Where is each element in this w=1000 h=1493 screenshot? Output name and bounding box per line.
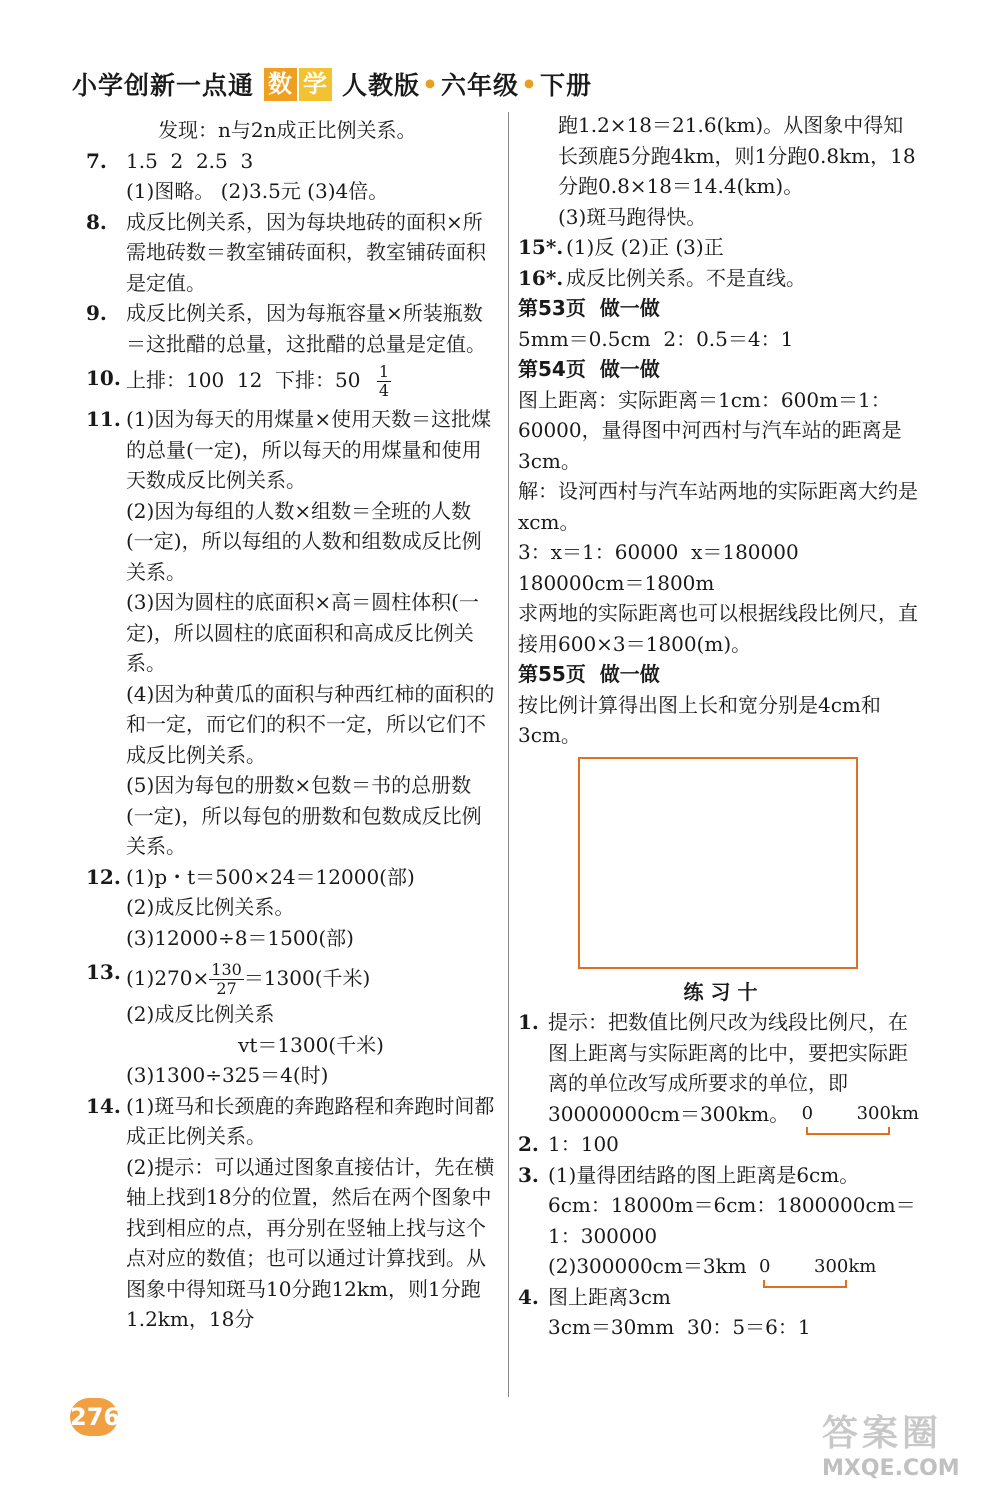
q11-part-3: (3)因为圆柱的底面积×高＝圆柱体积(一定)，所以圆柱的底面积和高成反比例关系。 [126,590,479,675]
e3-ratio: 1：300000 [548,1223,658,1248]
p54-equation: 3：x＝1：60000 x＝180000 [518,540,799,564]
q7-answer-2: (1)图略。 (2)3.5元 (3)4倍。 [126,179,389,203]
q14-part-3: (3)斑马跑得快。 [558,204,707,229]
q8-answer: 成反比例关系，因为每块地砖的面积×所需地砖数＝教室铺砖面积，教室铺砖面积是定值。 [126,209,486,295]
q14-continued: 跑1.2×18＝21.6(km)。从图象中得知长颈鹿5分跑4km，则1分跑0.8km，18分跑0.8×18＝14.4(km)。 [558,113,916,198]
q10-answer: 上排：100 12 下排：50 [126,368,361,392]
fraction: $\frac{1}{4}$ [378,362,390,400]
column-divider [508,112,509,1397]
q14-part-2: (2)提示：可以通过图象直接估计，先在横轴上找到18分的位置，然后在两个图象中找到相应的点，再分别在竖轴上找与这个点对应的数值；也可以通过计算找到。从图象中得知斑马10分跑12km，则1分跑1.2km，18分 [126,1154,495,1331]
subject-char-2: 学 [299,68,332,101]
q7-answer-1: 1.5 2 2.5 3 [126,148,254,173]
section-title-p53: 第53页 做一做 [518,296,660,320]
q11-part-1: (1)因为每天的用煤量×使用天数＝这批煤的总量(一定)，所以每天的用煤量和使用天数成反比例关系。 [126,407,492,492]
p55-answer: 按比例计算得出图上长和宽分别是4cm和3cm。 [518,692,881,747]
q12-part-3: (3)12000÷8＝1500(部) [126,925,354,950]
volume: 下册 [540,71,593,100]
e4-part-1: 图上距离3cm [548,1284,671,1309]
p54-result: 180000cm＝1800m [518,570,715,595]
section-title-p54: 第54页 做一做 [518,357,660,381]
right-column [518,110,923,1343]
intro-line: 发现：n与2n成正比例关系。 [158,118,417,142]
q16-answer: 成反比例关系。不是直线。 [566,265,806,290]
q13-part-1: (1)270× $\frac{130}{27}$ ＝1300(千米) [126,960,371,998]
question-13: 13. (1)270× $\frac{130}{27}$ ＝1300(千米) (2)成反比例关系 vt＝1300(千米) (3)1300÷325＝4(时) [86,957,496,1091]
section-title-p55: 第55页 做一做 [518,662,660,686]
exercise-4: 4. 图上距离3cm 3cm＝30mm 30：5＝6：1 [518,1282,923,1343]
q11-part-4: (4)因为种黄瓜的面积与种西红柿的面积的和一定，而它们的积不一定，所以它们不成反比例关系。 [126,681,495,767]
question-16: 16*. 成反比例关系。不是直线。 [518,263,923,294]
e3-equation: 6cm：18000m＝6cm：1800000cm＝ [548,1193,916,1217]
q11-part-2: (2)因为每组的人数×组数＝全班的人数(一定)，所以每组的人数和组数成反比例关系。 [126,498,482,584]
grade: 六年级 [441,71,520,100]
line-scale: 0 300km [802,1103,912,1129]
watermark-text: 答案圈 [822,1413,943,1454]
exercise-2: 2. 1：100 [518,1129,923,1160]
q14-part-1: (1)斑马和长颈鹿的奔跑路程和奔跑时间都成正比例关系。 [126,1093,495,1148]
separator-dot: • [521,69,539,99]
e1-hint: 提示：把数值比例尺改为线段比例尺，在图上距离与实际距离的比中，要把实际距离的单位改写成所要求的单位，即 [548,1010,908,1095]
q11-part-5: (5)因为每包的册数×包数＝书的总册数(一定)，所以每包的册数和包数成反比例关系。 [126,773,482,858]
watermark-logo [822,1405,992,1490]
question-12: 12. (1)p・t＝500×24＝12000(部) (2)成反比例关系。 (3)12000÷8＝1500(部) [86,862,496,954]
question-9: 9. 成反比例关系，因为每瓶容量×所装瓶数＝这批醋的总量，这批醋的总量是定值。 [86,298,496,359]
question-11: 11. (1)因为每天的用煤量×使用天数＝这批煤的总量(一定)，所以每天的用煤量和使用天数成反比例关系。 (2)因为每组的人数×组数＝全班的人数(一定)，所以每组的人数和组数成反比例关系。 (3)因为圆柱的底面积×高＝圆柱体积(一定)，所以圆柱的底面积和高成反比例关系。 (4)因为种黄瓜的面积与种西红柿的面积的和一定，而它们的积不一定，所以它们不成反比例关系。 (5)因为每包的册数×包数＝书的总册数(一定)，所以每包的册数和包数成反比例关系。 [86,404,496,862]
edition: 人教版 [342,71,421,100]
p54-text-2: 解：设河西村与汽车站两地的实际距离大约是xcm。 [518,479,918,534]
q13-formula: vt＝1300(千米) [238,1032,384,1057]
scale-bar [806,1127,890,1135]
q9-answer: 成反比例关系，因为每瓶容量×所装瓶数＝这批醋的总量，这批醋的总量是定值。 [126,301,486,356]
question-15: 15*. (1)反 (2)正 (3)正 [518,232,923,263]
question-8: 8. 成反比例关系，因为每块地砖的面积×所需地砖数＝教室铺砖面积，教室铺砖面积是定值。 [86,207,496,299]
q13-part-3: (3)1300÷325＝4(时) [126,1063,329,1087]
q12-part-1: (1)p・t＝500×24＝12000(部) [126,864,415,889]
scale-bar [763,1280,847,1288]
exercise-1: 1. 提示：把数值比例尺改为线段比例尺，在图上距离与实际距离的比中，要把实际距离的单位改写成所要求的单位，即 30000000cm＝300km。 0 300km [518,1007,923,1129]
e3-part-2: (2)300000cm＝3km 0 300km [548,1251,923,1282]
subject-char-1: 数 [264,68,297,101]
p54-text-1: 图上距离：实际距离＝1cm：600m＝1：60000，量得图中河西村与汽车站的距离是3cm。 [518,387,902,473]
p54-text-3: 求两地的实际距离也可以根据线段比例尺，直接用600×3＝1800(m)。 [518,601,918,656]
exercise-3: 3. (1)量得团结路的图上距离是6cm。 6cm：18000m＝6cm：1800000cm＝ 1：300000 (2)300000cm＝3km 0 300km [518,1160,923,1282]
line-scale: 0 300km [759,1256,869,1282]
page-header [72,64,592,104]
e3-part-1: (1)量得团结路的图上距离是6cm。 [548,1162,860,1187]
rectangle-drawing [578,757,858,969]
watermark-url: MXQE.COM [822,1456,960,1481]
book-series: 小学创新一点通 [72,71,255,100]
question-14: 14. (1)斑马和长颈鹿的奔跑路程和奔跑时间都成正比例关系。 (2)提示：可以通过图象直接估计，先在横轴上找到18分的位置，然后在两个图象中找到相应的点，再分别在竖轴上找与这个点对应的数值；也可以通过计算找到。从图象中得知斑马10分跑12km，则1分跑1.2km，18分 [86,1091,496,1335]
e1-conversion: 30000000cm＝300km。 0 300km [548,1099,923,1130]
q13-part-2: (2)成反比例关系 [126,1002,275,1026]
left-column [86,115,496,1335]
q12-part-2: (2)成反比例关系。 [126,895,295,919]
question-10: 10. 上排：100 12 下排：50 $\frac{1}{4}$ [86,362,390,400]
separator-dot: • [422,69,440,99]
page-number: 276 [70,1398,118,1436]
exercise-title: 练 习 十 [683,979,758,1004]
subject-badge [264,68,332,101]
q15-answer: (1)反 (2)正 (3)正 [566,235,724,259]
e4-part-2: 3cm＝30mm 30：5＝6：1 [548,1315,811,1339]
question-7: 7. 1.5 2 2.5 3 (1)图略。 (2)3.5元 (3)4倍。 [86,146,496,207]
e2-answer: 1：100 [548,1132,619,1156]
fraction: $\frac{130}{27}$ [211,960,242,998]
p53-answer: 5mm＝0.5cm 2：0.5＝4：1 [518,326,794,351]
